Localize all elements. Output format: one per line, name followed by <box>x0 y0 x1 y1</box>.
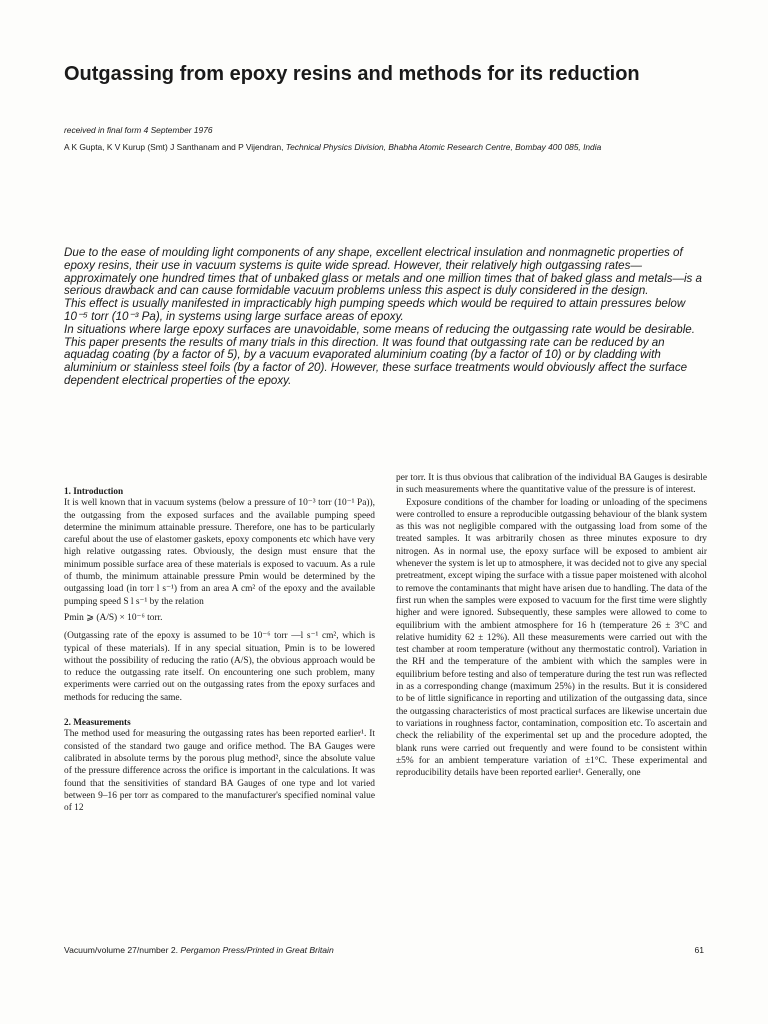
abstract-paragraph: This effect is usually manifested in impracticably high pumping speeds which would be required to attain pressures below 10⁻⁵ torr (10⁻³ Pa), in systems using large surface areas of epoxy. <box>64 297 686 323</box>
formula: Pmin ⩾ (A/S) × 10⁻⁶ torr. <box>64 612 163 623</box>
section-heading-measurements: 2. Measurements <box>64 717 131 728</box>
abstract-paragraph: In situations where large epoxy surfaces are unavoidable, some means of reducing the outgassing rate would be desirable. This paper presents the results of many trials in this direction. It was found that outgassing rate can be reduced by an aquadag coating (by a factor of 5), by a vacuum evaporated aluminium coating (by a factor of 10) or by cladding with aluminium or stainless steel foils (by a factor of 20). However, these surface treatments would obviously affect the surface dependent electrical properties of the epoxy. <box>64 322 695 387</box>
publisher-info: Pergamon Press/Printed in Great Britain <box>180 945 334 955</box>
affiliation: Technical Physics Division, Bhabha Atomic Research Centre, Bombay 400 085, India <box>285 142 602 152</box>
right-column <box>396 472 707 779</box>
paper-title: Outgassing from epoxy resins and methods for its reduction <box>64 63 640 85</box>
journal-info: Vacuum/volume 27/number 2. <box>64 945 181 955</box>
body-paragraph: Exposure conditions of the chamber for loading or unloading of the specimens were controlled to ensure a reproducible outgassing behaviour of the blank system as this was not negligible compared with the outgassing load from some of the treated samples. It was arbitrarily chosen as three minutes exposure to dry nitrogen. As in normal use, the epoxy surface will be exposed to ambient air whenever the system is let up to atmosphere, it was decided not to give any special pretreatment, except wiping the surface with a tissue paper moistened with alcohol to remove the contaminants that might have arisen due to handling. The data of the first run when the samples were exposed to vacuum for the first time were slightly higher and were ignored. Subsequently, these samples were allowed to come to equilibrium with the ambient atmosphere for 16 h (temperature 26 ± 3°C and relative humidity 62 ± 12%). All these measurements were carried out with the test chamber at room temperature (without any thermostatic control). Variation in the RH and the temperature of the ambient with which the samples were in equilibrium before testing and also of temperature during the test run was reflected in as a corresponding change (maximum 25%) in the results. But it is considered to be of little significance in reporting and utilization of the outgassing data, since the outgassing characteristics of most practical surfaces are likewise uncertain due to variations in roughness factor, contamination, composition etc. To ascertain and check the reliability of the experimental set up and the procedure adopted, the blank runs were carried out frequently and were found to be consistent within ±5% for an ambient temperature variation of ±1°C. These experimental and reproducibility details have been reported earlier¹. Generally, one <box>396 497 707 779</box>
page-footer <box>64 945 704 955</box>
section-heading-introduction: 1. Introduction <box>64 486 124 496</box>
body-paragraph: It is well known that in vacuum systems (below a pressure of 10⁻³ torr (10⁻¹ Pa)), the outgassing from the exposed surfaces and the available pumping speed determine the minimum attainable pressure. Therefore, one has to be particularly careful about the use of elastomer gaskets, epoxy components etc which have very high relative outgassing rates. Obviously, the design must ensure that the minimum possible surface area of these materials is exposed to vacuum. As a rule of thumb, the minimum attainable pressure Pmin would be determined by the outgassing load (in torr l s⁻¹) from an area A cm² of the epoxy and the available pumping speed S l s⁻¹ by the relation <box>64 498 375 607</box>
body-paragraph: The method used for measuring the outgassing rates has been reported earlier¹. It consisted of the standard two gauge and orifice method. The BA Gauges were calibrated in absolute terms by the porous plug method², since the absolute value of the pressure difference across the orifice is important in the calculations. It was found that the sensitivities of standard BA Gauges of one type and lot varied between 9–16 per torr as compared to the manufacturer's specified nominal value of 12 <box>64 729 375 814</box>
authors-line <box>64 142 694 153</box>
body-paragraph: per torr. It is thus obvious that calibration of the individual BA Gauges is desirable in such measurements where the quantitative value of the pressure is of interest. <box>396 473 707 496</box>
body-paragraph: (Outgassing rate of the epoxy is assumed to be 10⁻⁶ torr —l s⁻¹ cm², which is typical of these materials). If in any special situation, Pmin is to be lowered without the possibility of reducing the ratio (A/S), the obvious approach would be to reduce the outgassing rate itself. On encountering one such problem, many experiments were carried out on the outgassing rates from the epoxy surfaces and methods for reducing the same. <box>64 631 375 703</box>
left-column <box>64 485 375 814</box>
page-number: 61 <box>694 945 704 955</box>
abstract-paragraph: Due to the ease of moulding light components of any shape, excellent electrical insulation and nonmagnetic properties of epoxy resins, their use in vacuum systems is quite wide spread. However, their relatively high outgassing rates—approximately one hundred times that of unbaked glass or metals and one million times that of baked glass and metals—is a serious drawback and can cause formidable vacuum problems unless this aspect is duly considered in the design. <box>64 246 703 298</box>
received-date: received in final form 4 September 1976 <box>64 125 213 135</box>
author-names: A K Gupta, K V Kurup (Smt) J Santhanam and P Vijendran, <box>64 142 286 152</box>
abstract <box>64 247 712 388</box>
